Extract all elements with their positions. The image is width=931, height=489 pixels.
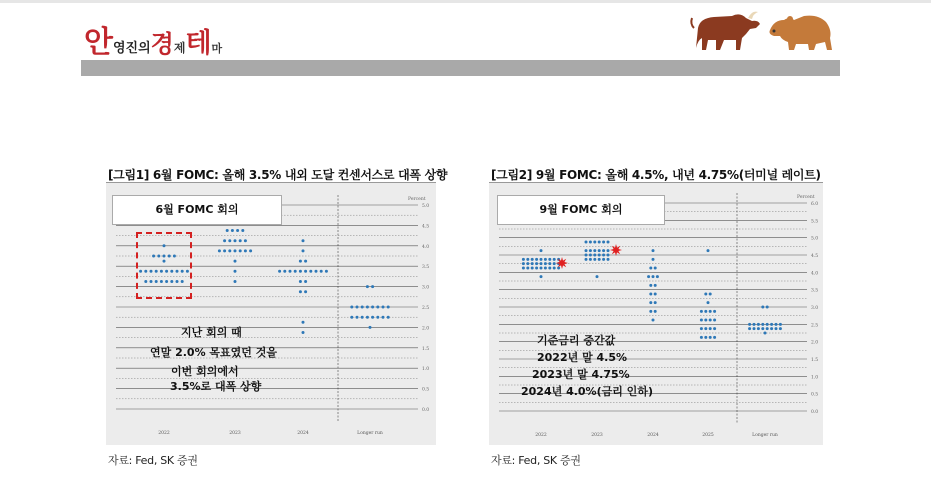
dot-2023	[602, 249, 605, 252]
top-border	[0, 0, 931, 3]
dot-2022	[522, 258, 525, 261]
dot-2024	[325, 270, 328, 273]
dot-longer-run	[766, 306, 769, 309]
y-tick-label: 3.5	[811, 288, 819, 294]
dot-2023	[593, 258, 596, 261]
y-tick-label: 3.0	[422, 285, 430, 291]
figure2-note-line4: 2024년 4.0%(금리 인하)	[521, 385, 653, 398]
dot-2022	[553, 267, 556, 270]
dot-2025	[704, 310, 707, 313]
dot-2022	[526, 267, 529, 270]
dot-2023	[598, 249, 601, 252]
dot-2022	[540, 262, 543, 265]
y-tick-label: 2.0	[811, 340, 819, 346]
dot-2023	[239, 249, 242, 252]
dot-2023	[607, 249, 610, 252]
dot-2022	[535, 267, 538, 270]
dot-2024	[654, 267, 657, 270]
y-tick-label: 6.0	[811, 202, 819, 207]
dot-2025	[709, 336, 712, 339]
dot-2023	[593, 241, 596, 244]
dot-2023	[602, 254, 605, 257]
y-tick-label: 5.5	[811, 219, 819, 225]
x-tick-label: Longer run	[357, 431, 383, 436]
y-tick-label: 4.0	[422, 244, 430, 250]
figure2-note-line1: 기준금리 중간값	[537, 334, 616, 347]
dot-longer-run	[757, 327, 760, 330]
dot-longer-run	[371, 316, 374, 319]
dot-2024	[654, 301, 657, 304]
dot-2024	[649, 293, 652, 296]
dot-2023	[249, 249, 252, 252]
dot-longer-run	[366, 316, 369, 319]
figure1-note-line2: 연말 2.0% 목표였던 것을	[150, 346, 278, 359]
figure1-panel	[106, 182, 436, 445]
dot-longer-run	[356, 316, 359, 319]
dot-2025	[713, 319, 716, 322]
dot-longer-run	[770, 327, 773, 330]
y-tick-label: 3.5	[422, 265, 430, 271]
dot-2022	[540, 275, 543, 278]
dot-2024	[299, 290, 302, 293]
y-tick-label: 1.5	[811, 358, 819, 363]
dot-2024	[302, 249, 305, 252]
header-divider-bar	[81, 60, 840, 76]
dot-longer-run	[770, 323, 773, 326]
dot-longer-run	[748, 327, 751, 330]
dot-2022	[544, 258, 547, 261]
figure1-title: [그림1] 6월 FOMC: 올해 3.5% 내외 도달 컨센서스로 대폭 상향	[108, 168, 448, 182]
dot-2023	[234, 239, 237, 242]
dot-2023	[236, 229, 239, 232]
dot-2023	[607, 254, 610, 257]
dot-2024	[302, 239, 305, 242]
dot-2023	[607, 241, 610, 244]
dot-2024	[654, 284, 657, 287]
dot-longer-run	[761, 306, 764, 309]
dot-2022	[540, 267, 543, 270]
dot-2025	[707, 249, 710, 252]
dot-2025	[700, 327, 703, 330]
dot-2022	[548, 267, 551, 270]
dot-2025	[704, 327, 707, 330]
dot-2022	[531, 258, 534, 261]
dot-longer-run	[761, 327, 764, 330]
dot-2024	[299, 260, 302, 263]
dot-longer-run	[382, 316, 385, 319]
dot-2022	[531, 267, 534, 270]
bull-icon	[691, 12, 760, 50]
dot-2022	[535, 258, 538, 261]
dot-longer-run	[371, 285, 374, 288]
y-tick-label: 4.5	[811, 254, 819, 259]
dot-longer-run	[376, 316, 379, 319]
dot-2023	[239, 239, 242, 242]
logo-char-an: 안	[84, 25, 113, 60]
dot-2022	[531, 262, 534, 265]
y-tick-label: 0.0	[811, 410, 819, 415]
dot-longer-run	[779, 327, 782, 330]
dot-longer-run	[753, 323, 756, 326]
logo-char-ma: 마	[211, 42, 223, 55]
dot-longer-run	[376, 306, 379, 309]
dot-2023	[585, 254, 588, 257]
dot-longer-run	[369, 326, 372, 329]
dot-2024	[320, 270, 323, 273]
dot-longer-run	[757, 323, 760, 326]
dot-longer-run	[350, 316, 353, 319]
dot-2024	[299, 280, 302, 283]
y-axis-label: Percent	[408, 197, 426, 202]
dot-2023	[589, 241, 592, 244]
dot-2025	[713, 336, 716, 339]
x-tick-label: 2023	[229, 431, 241, 436]
dot-2024	[654, 310, 657, 313]
dot-2023	[241, 229, 244, 232]
dot-2022	[540, 249, 543, 252]
dot-longer-run	[766, 327, 769, 330]
dot-2024	[315, 270, 318, 273]
dot-2024	[299, 270, 302, 273]
dot-2023	[585, 258, 588, 261]
dot-longer-run	[366, 306, 369, 309]
dot-2023	[218, 249, 221, 252]
dot-2024	[304, 280, 307, 283]
dot-2024	[652, 249, 655, 252]
dot-2023	[228, 239, 231, 242]
dot-2024	[278, 270, 281, 273]
x-tick-label: 2025	[702, 433, 714, 438]
x-tick-label: 2024	[647, 433, 659, 438]
y-tick-label: 0.5	[811, 392, 819, 398]
dot-2024	[654, 293, 657, 296]
dot-2024	[649, 267, 652, 270]
median-star-2023-icon	[610, 244, 622, 256]
figure2-panel	[489, 182, 823, 445]
dot-2024	[649, 301, 652, 304]
dot-2023	[234, 260, 237, 263]
dot-longer-run	[775, 327, 778, 330]
dot-2024	[309, 270, 312, 273]
dot-2023	[589, 254, 592, 257]
dot-longer-run	[361, 306, 364, 309]
dot-2023	[598, 254, 601, 257]
y-tick-label: 2.5	[422, 306, 430, 311]
dot-2023	[589, 258, 592, 261]
dot-2025	[709, 310, 712, 313]
dot-2023	[223, 239, 226, 242]
dot-2022	[548, 258, 551, 261]
y-tick-label: 5.0	[422, 204, 430, 209]
dot-2025	[709, 327, 712, 330]
dot-longer-run	[350, 306, 353, 309]
figure1-note-line4: 3.5%로 대폭 상향	[170, 380, 262, 393]
dot-2025	[713, 327, 716, 330]
figure2-title: [그림2] 9월 FOMC: 올해 4.5%, 내년 4.75%(터미널 레이트)	[491, 168, 821, 182]
figure2-note-line2: 2022년 말 4.5%	[537, 351, 628, 364]
dot-longer-run	[366, 285, 369, 288]
dot-2024	[283, 270, 286, 273]
dot-2023	[231, 229, 234, 232]
figure1-note-line1: 지난 회의 때	[181, 326, 242, 339]
dot-longer-run	[387, 306, 390, 309]
dot-2022	[522, 267, 525, 270]
dot-2023	[593, 249, 596, 252]
y-tick-label: 2.5	[811, 323, 819, 329]
dot-2023	[226, 229, 229, 232]
dot-2023	[223, 249, 226, 252]
dot-2024	[304, 290, 307, 293]
dot-longer-run	[766, 323, 769, 326]
dot-2022	[526, 258, 529, 261]
dot-2024	[302, 331, 305, 334]
dot-2024	[647, 275, 650, 278]
y-tick-label: 1.0	[811, 375, 819, 381]
dot-2022	[548, 262, 551, 265]
figure2-label-box: 9월 FOMC 회의	[497, 195, 665, 225]
dot-2024	[302, 321, 305, 324]
bull-bear-illustration	[686, 4, 836, 56]
dot-2025	[700, 310, 703, 313]
dot-2024	[649, 310, 652, 313]
figure1-source: 자료: Fed, SK 증권	[108, 454, 198, 467]
dot-2023	[598, 258, 601, 261]
y-tick-label: 1.0	[422, 367, 430, 373]
y-tick-label: 3.0	[811, 306, 819, 311]
dot-2023	[602, 241, 605, 244]
dot-2025	[700, 319, 703, 322]
dot-longer-run	[361, 316, 364, 319]
dot-2025	[700, 336, 703, 339]
x-tick-label: 2022	[535, 433, 547, 438]
bear-icon	[770, 16, 833, 50]
dot-2022	[553, 258, 556, 261]
dot-2023	[244, 239, 247, 242]
dot-2024	[289, 270, 292, 273]
dot-2025	[713, 310, 716, 313]
dot-2024	[652, 275, 655, 278]
y-tick-label: 5.0	[811, 236, 819, 242]
dot-2023	[585, 241, 588, 244]
dot-2023	[234, 270, 237, 273]
x-tick-label: 2023	[591, 433, 603, 438]
dot-2022	[553, 262, 556, 265]
dot-2025	[709, 319, 712, 322]
logo-text-yeongjin: 영진의	[112, 41, 151, 56]
dot-2022	[544, 267, 547, 270]
dot-2025	[707, 301, 710, 304]
dot-2022	[544, 262, 547, 265]
dot-2023	[228, 249, 231, 252]
figure1-note-line3: 이번 회의에서	[171, 365, 239, 378]
dot-longer-run	[371, 306, 374, 309]
dot-2022	[526, 262, 529, 265]
dot-2025	[704, 336, 707, 339]
figure1-highlight-box	[136, 232, 192, 299]
logo-char-te: 테	[185, 28, 212, 59]
dot-2024	[656, 275, 659, 278]
dot-2025	[704, 293, 707, 296]
figure2-note-line3: 2023년 말 4.75%	[532, 368, 630, 381]
y-tick-label: 4.5	[422, 224, 430, 230]
dot-2023	[602, 258, 605, 261]
dot-longer-run	[775, 323, 778, 326]
dot-2025	[709, 293, 712, 296]
dot-longer-run	[387, 316, 390, 319]
dot-2022	[540, 258, 543, 261]
y-axis-label: Percent	[797, 195, 815, 200]
figure1-label-box: 6월 FOMC 회의	[112, 195, 282, 225]
dot-2024	[652, 258, 655, 261]
dot-2023	[598, 241, 601, 244]
dot-longer-run	[779, 323, 782, 326]
dot-longer-run	[753, 327, 756, 330]
y-tick-label: 0.5	[422, 387, 430, 393]
y-tick-label: 1.5	[422, 346, 430, 352]
dot-longer-run	[748, 323, 751, 326]
dot-2023	[234, 249, 237, 252]
dot-longer-run	[382, 306, 385, 309]
dot-2023	[593, 254, 596, 257]
dot-2023	[589, 249, 592, 252]
logo-char-gyeong: 경	[150, 30, 174, 58]
dot-2022	[535, 262, 538, 265]
dot-2023	[244, 249, 247, 252]
dot-2022	[522, 262, 525, 265]
y-tick-label: 2.0	[422, 326, 430, 332]
dot-2024	[294, 270, 297, 273]
y-tick-label: 4.0	[811, 271, 819, 277]
dot-2025	[704, 319, 707, 322]
dot-2022	[557, 267, 560, 270]
dot-longer-run	[764, 332, 767, 335]
dot-2024	[652, 319, 655, 322]
dot-2023	[607, 258, 610, 261]
dot-2024	[304, 260, 307, 263]
dot-longer-run	[356, 306, 359, 309]
dot-longer-run	[761, 323, 764, 326]
logo-char-je: 제	[173, 41, 186, 55]
dot-2024	[304, 270, 307, 273]
y-tick-label: 0.0	[422, 408, 430, 413]
dot-2023	[596, 275, 599, 278]
dot-2023	[585, 249, 588, 252]
x-tick-label: 2022	[158, 431, 170, 436]
dot-2024	[649, 284, 652, 287]
site-logo[interactable]	[84, 17, 223, 60]
x-tick-label: Longer run	[752, 433, 778, 438]
x-tick-label: 2024	[297, 431, 309, 436]
dot-2023	[234, 280, 237, 283]
figure2-source: 자료: Fed, SK 증권	[491, 454, 581, 467]
